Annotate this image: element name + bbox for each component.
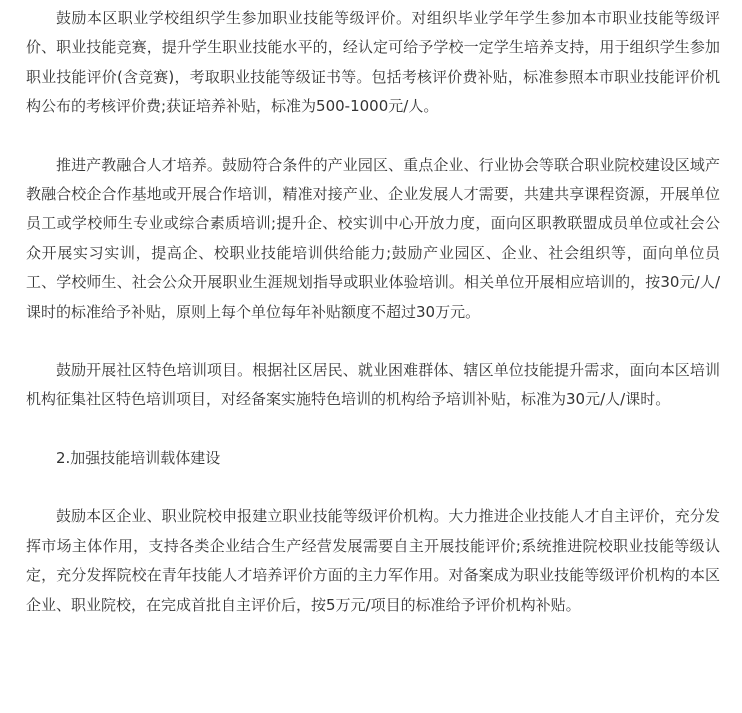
section-heading: 2.加强技能培训载体建设: [56, 448, 221, 467]
paragraph-student-evaluation: 鼓励本区职业学校组织学生参加职业技能等级评价。对组织毕业学年学生参加本市职业技能等级评价、职业技能竞赛，提升学生职业技能水平的，经认定可给予学校一定学生培养支持，用于组织学生参加职业技能评价(含竞赛)，考取职业技能等级证书等。包括考核评价费补贴，标准参照本市职业技能评价机构公布的考核评价费;获证培养补贴，标准为500-1000元/人。: [26, 9, 720, 116]
paragraph-gap: [26, 415, 720, 444]
paragraph-evaluation-institution: 鼓励本区企业、职业院校申报建立职业技能等级评价机构。大力推进企业技能人才自主评价，充分发挥市场主体作用，支持各类企业结合生产经营发展需要自主开展技能评价;系统推进院校职业技能等级认定，充分发挥院校在青年技能人才培养评价方面的主力军作用。对备案成为职业技能等级评价机构的本区企业、职业院校，在完成首批自主评价后，按5万元/项目的标准给予评价机构补贴。: [26, 507, 720, 614]
paragraph-community-training: 鼓励开展社区特色培训项目。根据社区居民、就业困难群体、辖区单位技能提升需求，面向本区培训机构征集社区特色培训项目，对经备案实施特色培训的机构给予培训补贴，标准为30元/人/课时。: [26, 361, 720, 409]
paragraph-gap: [26, 327, 720, 356]
paragraph-gap: [26, 122, 720, 151]
paragraph-gap: [26, 473, 720, 502]
paragraph-industry-education: 推进产教融合人才培养。鼓励符合条件的产业园区、重点企业、行业协会等联合职业院校建设区域产教融合校企合作基地或开展合作培训，精准对接产业、企业发展人才需要，共建共享课程资源，开展单位员工或学校师生专业或综合素质培训;提升企、校实训中心开放力度，面向区职教联盟成员单位或社会公众开展实习实训，提高企、校职业技能培训供给能力;鼓励产业园区、企业、社会组织等，面向单位员工、学校师生、社会公众开展职业生涯规划指导或职业体验培训。相关单位开展相应培训的，按30元/人/课时的标准给予补贴，原则上每个单位每年补贴额度不超过30万元。: [26, 155, 720, 321]
